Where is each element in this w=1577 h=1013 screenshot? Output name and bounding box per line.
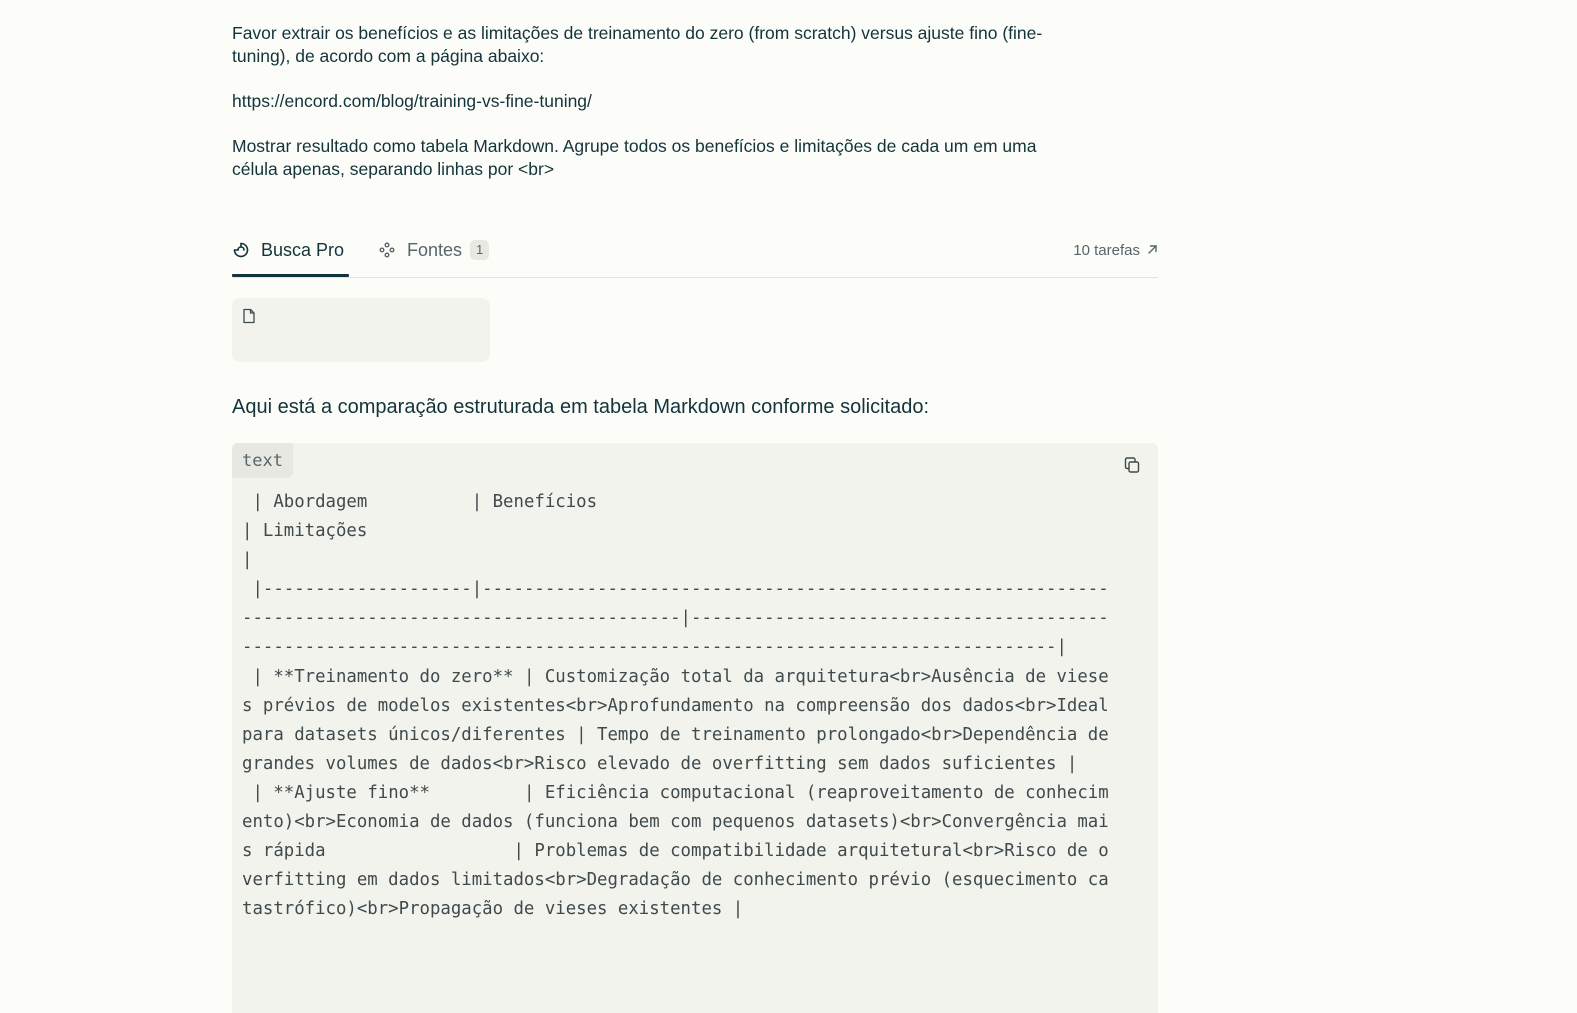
- tasks-link[interactable]: [1073, 224, 1158, 276]
- active-tab-indicator: [232, 274, 349, 277]
- user-query: [232, 0, 1072, 181]
- code-language-label: text: [232, 443, 293, 478]
- tab-pro-search-label: Busca Pro: [261, 239, 345, 260]
- query-paragraph-2: Mostrar resultado como tabela Markdown. Agrupe todos os benefícios e limitações de cada um em uma célula apenas, separando linhas por <br>: [232, 136, 1037, 179]
- copy-icon: [1123, 456, 1141, 479]
- file-icon: [242, 308, 256, 324]
- tab-sources[interactable]: [378, 224, 489, 276]
- file-attachment-card[interactable]: [232, 298, 490, 362]
- sources-icon: [378, 241, 396, 259]
- code-content: | Abordagem | Benefícios | Limitações | |--------------------|------------------------------------------------------------------------------------------------------|----------------------------------------------------------------------------------------------------------------------| | **Treinamento do zero** | Customização total da arquitetura<br>Ausência de vieses prévios de modelos existentes<br>Aprofundamento na compreensão dos dados<br>Ideal para datasets únicos/diferentes | Tempo de treinamento prolongado<br>Dependência de grandes volumes de dados<br>Risco elevado de overfitting sem dados suficientes | | **Ajuste fino** | Eficiência computacional (reaproveitamento de conhecimento)<br>Economia de dados (funciona bem com pequenos datasets)<br>Convergência mais rápida | Problemas de compatibilidade arquitetural<br>Risco de overfitting em dados limitados<br>Degradação de conhecimento prévio (esquecimento catastrófico)<br>Propagação de vieses existentes |: [242, 492, 1109, 920]
- tasks-label: 10 tarefas: [1073, 241, 1140, 259]
- query-paragraph-1: Favor extrair os benefícios e as limitações de treinamento do zero (from scratch) versus ajuste fino (fine-tuning), de acordo com a página abaixo:: [232, 23, 1043, 66]
- tab-sources-label: Fontes: [407, 239, 463, 260]
- code-block: [232, 443, 1158, 1013]
- thread: [232, 0, 1158, 920]
- arrow-up-right-icon: [1147, 243, 1158, 258]
- sources-count-badge: 1: [470, 240, 489, 260]
- copy-code-button[interactable]: [1121, 456, 1143, 478]
- pro-search-icon: [232, 241, 250, 259]
- answer-tabs: [232, 224, 1158, 278]
- answer-intro-text: Aqui está a comparação estruturada em tabela Markdown conforme solicitado:: [232, 396, 930, 418]
- tab-pro-search[interactable]: [232, 224, 349, 276]
- query-paragraph-url: https://encord.com/blog/training-vs-fine-tuning/: [232, 91, 592, 111]
